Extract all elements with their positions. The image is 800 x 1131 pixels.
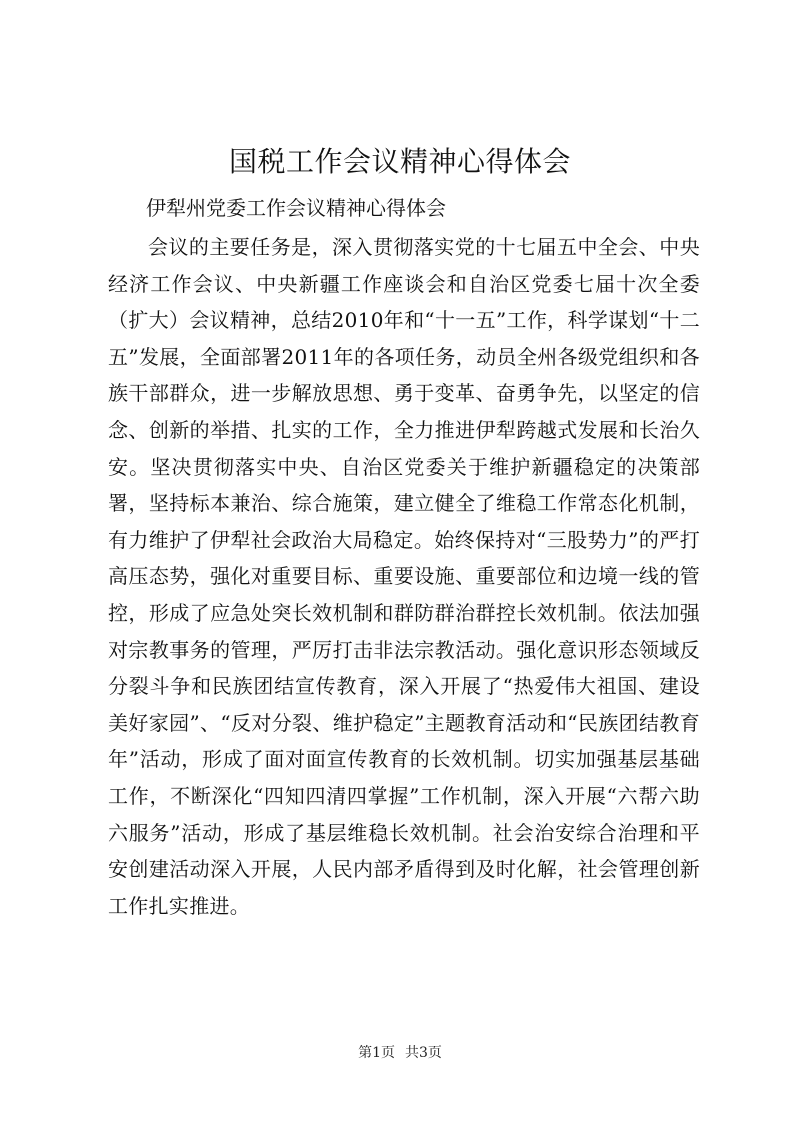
page-number-total: 共3页 (405, 1045, 442, 1061)
page-footer (0, 1043, 800, 1063)
document-subtitle: 伊犁州党委工作会议精神心得体会 (146, 196, 446, 220)
page-number-current: 第1页 (358, 1045, 395, 1061)
document-body-paragraph: 会议的主要任务是，深入贯彻落实党的十七届五中全会、中央经济工作会议、中央新疆工作座谈会和自治区党委七届十次全委（扩大）会议精神，总结2010年和“十一五”工作，科学谋划“十二五”发展，全面部署2011年的各项任务，动员全州各级党组织和各族干部群众，进一步解放思想、勇于变革、奋勇争先，以坚定的信念、创新的举措、扎实的工作，全力推进伊犁跨越式发展和长治久安。坚决贯彻落实中央、自治区党委关于维护新疆稳定的决策部署，坚持标本兼治、综合施策，建立健全了维稳工作常态化机制，有力维护了伊犁社会政治大局稳定。始终保持对“三股势力”的严打高压态势，强化对重要目标、重要设施、重要部位和边境一线的管控，形成了应急处突长效机制和群防群治群控长效机制。依法加强对宗教事务的管理，严厉打击非法宗教活动。强化意识形态领域反分裂斗争和民族团结宣传教育，深入开展了“热爱伟大祖国、建设美好家园”、“反对分裂、维护稳定”主题教育活动和“民族团结教育年”活动，形成了面对面宣传教育的长效机制。切实加强基层基础工作，不断深化“四知四清四掌握”工作机制，深入开展“六帮六助六服务”活动，形成了基层维稳长效机制。社会治安综合治理和平安创建活动深入开展，人民内部矛盾得到及时化解，社会管理创新工作扎实推进。 (108, 235, 700, 918)
document-title: 国税工作会议精神心得体会 (228, 145, 571, 178)
